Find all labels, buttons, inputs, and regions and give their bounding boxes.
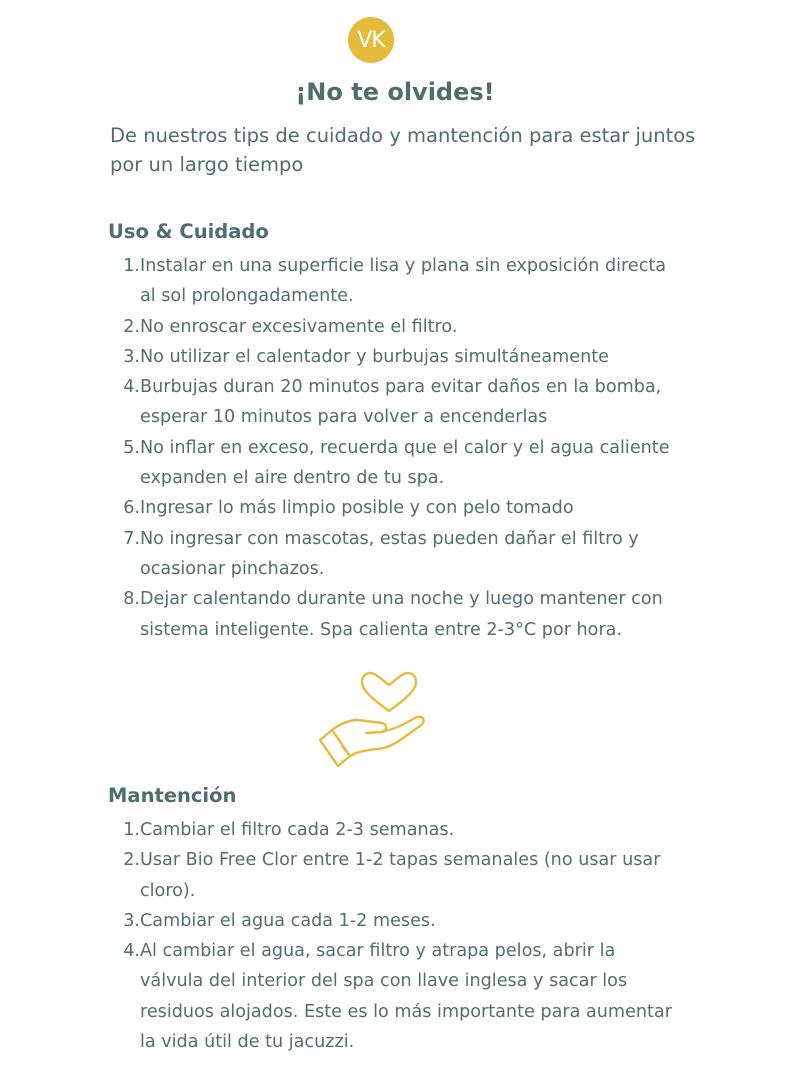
- list-item-number: 2.: [123, 850, 140, 871]
- list-item: [0, 342, 700, 372]
- list-item: [0, 845, 680, 906]
- list-item-text: Al cambiar el agua, sacar filtro y atrapa pelos, abrir la válvula del interior del spa con llave inglesa y sacar los residuos alojados. Este es lo más importante para aumentar la vida útil de tu jacuzzi.: [140, 941, 672, 1053]
- list-item-text: No ingresar con mascotas, estas pueden dañar el filtro y ocasionar pinchazos.: [140, 528, 639, 579]
- vk-logo: [348, 17, 394, 63]
- list-item-number: 1.: [123, 256, 140, 276]
- mantencion-heading: Mantención: [108, 784, 237, 807]
- list-item: [0, 936, 680, 1057]
- heart-in-hand-icon: [316, 668, 432, 772]
- list-item: [0, 584, 700, 645]
- list-item-number: 5.: [123, 437, 140, 458]
- list-item-number: 7.: [123, 528, 140, 549]
- list-item-number: 6.: [123, 498, 140, 519]
- list-item-text: No inflar en exceso, recuerda que el calor y el agua caliente expanden el aire dentro de tu spa.: [140, 437, 670, 489]
- list-item-number: 4.: [123, 941, 140, 962]
- logo-text: VK: [357, 27, 385, 53]
- list-item: [0, 906, 700, 936]
- list-item-number: 1.: [123, 820, 140, 840]
- list-item-number: 3.: [123, 346, 140, 367]
- list-item: [0, 493, 700, 523]
- list-item-text: Instalar en una superficie lisa y plana sin exposición directa al sol prolongadamente.: [140, 256, 667, 307]
- list-item-text: Usar Bio Free Clor entre 1-2 tapas semanales (no usar usar cloro).: [140, 850, 661, 901]
- list-item-text: Dejar calentando durante una noche y luego mantener con sistema inteligente. Spa calienta entre 2-3°C por hora.: [140, 589, 663, 640]
- uso-cuidado-heading: Uso & Cuidado: [108, 220, 269, 243]
- mantencion-list: [0, 815, 700, 1057]
- list-item: [0, 524, 660, 585]
- uso-cuidado-list: [0, 251, 700, 645]
- page-title: ¡No te olvides!: [295, 78, 495, 106]
- list-item-text: Ingresar lo más limpio posible y con pelo tomado: [140, 498, 574, 519]
- list-item-text: No enroscar excesivamente el filtro.: [140, 316, 458, 337]
- list-item-text: Cambiar el agua cada 1-2 meses.: [140, 910, 436, 931]
- list-item: [0, 251, 680, 312]
- list-item-number: 4.: [123, 377, 140, 398]
- list-item-number: 8.: [123, 589, 140, 610]
- list-item: [0, 372, 685, 433]
- list-item-text: Cambiar el filtro cada 2-3 semanas.: [140, 820, 455, 840]
- list-item-text: No utilizar el calentador y burbujas simultáneamente: [140, 346, 609, 367]
- list-item: [0, 312, 680, 342]
- list-item-number: 3.: [123, 910, 140, 931]
- list-item-number: 2.: [123, 316, 140, 337]
- list-item: [0, 433, 670, 494]
- list-item: [0, 815, 700, 845]
- page-subtitle: De nuestros tips de cuidado y mantención para estar juntos por un largo tiempo: [110, 124, 696, 176]
- list-item-text: Burbujas duran 20 minutos para evitar daños en la bomba, esperar 10 minutos para volver a encenderlas: [140, 377, 662, 428]
